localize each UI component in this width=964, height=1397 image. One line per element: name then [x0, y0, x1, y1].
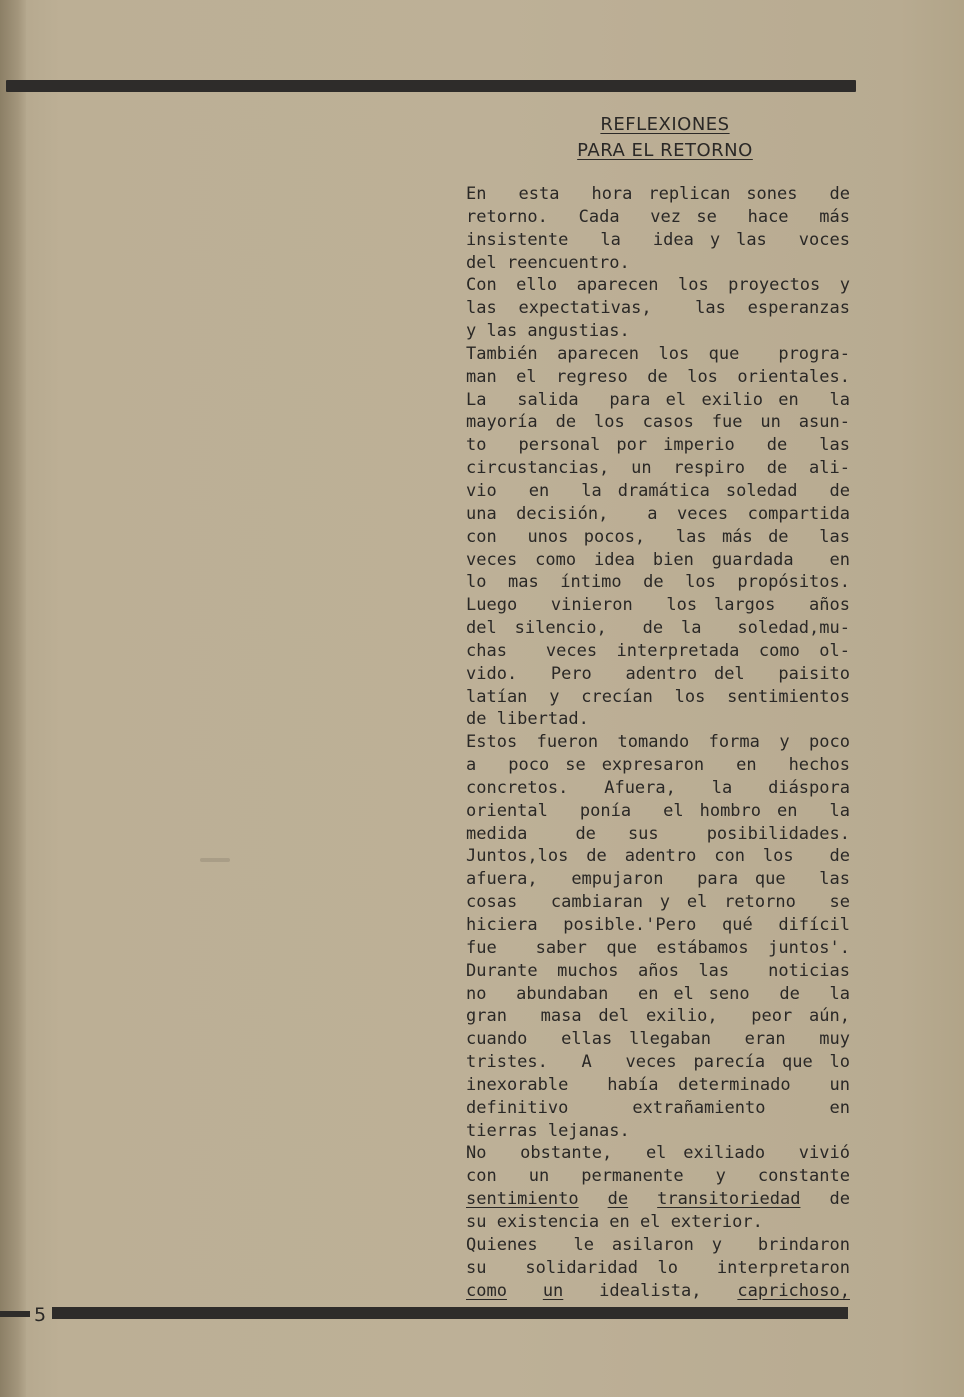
- text-line: Estos fueron tomando forma y poco: [466, 732, 850, 753]
- top-rule: [6, 80, 856, 92]
- text-line: La salida para el exilio en la: [466, 389, 850, 410]
- text-line: con un permanente y constante: [466, 1166, 850, 1187]
- text-line: insistente la idea y las voces: [466, 229, 850, 250]
- text-line: No obstante, el exiliado vivió: [466, 1143, 850, 1164]
- final-text-line: [466, 1280, 850, 1303]
- text-line: Juntos,los de adentro con los de: [466, 846, 850, 867]
- text-line: También aparecen los que progra-: [466, 343, 850, 364]
- text-line: En esta hora replican sones de: [466, 184, 850, 204]
- text-line: de libertad.: [466, 709, 589, 730]
- article-body: [466, 183, 850, 1302]
- underlined-word: como: [466, 1280, 507, 1301]
- text-word: de: [829, 1189, 850, 1210]
- text-line: tristes. A veces parecía que lo: [466, 1052, 850, 1073]
- text-line: su existencia en el exterior.: [466, 1211, 763, 1232]
- underlined-word: sentimiento: [466, 1189, 579, 1210]
- text-line: definitivo extrañamiento en: [466, 1097, 850, 1118]
- text-line: retorno. Cada vez se hace más: [466, 206, 850, 227]
- text-line: no abundaban en el seno de la: [466, 983, 850, 1004]
- text-line: mayoría de los casos fue un asun-: [466, 412, 850, 433]
- underlined-text-line: [466, 1188, 850, 1211]
- text-line: hiciera posible.'Pero qué difícil: [466, 915, 850, 935]
- text-line: y las angustias.: [466, 321, 630, 342]
- text-line: con unos pocos, las más de las: [466, 526, 850, 547]
- underlined-word: caprichoso,: [737, 1280, 850, 1301]
- text-line: concretos. Afuera, la diáspora: [466, 777, 850, 798]
- text-line: cosas cambiaran y el retorno se: [466, 892, 850, 913]
- text-line: man el regreso de los orientales.: [466, 366, 850, 387]
- text-line: Durante muchos años las noticias: [466, 960, 850, 981]
- article-title: [480, 112, 850, 164]
- text-line: Luego vinieron los largos años: [466, 595, 850, 616]
- text-line: oriental ponía el hombro en la: [466, 800, 850, 821]
- text-line: chas veces interpretada como ol-: [466, 640, 850, 661]
- underlined-word: de: [607, 1189, 629, 1210]
- text-line: lo mas íntimo de los propósitos.: [466, 572, 850, 593]
- text-line: del silencio, de la soledad,mu-: [466, 618, 850, 639]
- title-line-1: REFLEXIONES: [600, 114, 730, 135]
- underlined-word: un: [542, 1280, 564, 1301]
- text-line: tierras lejanas.: [466, 1120, 630, 1141]
- text-line: latían y crecían los sentimientos: [466, 686, 850, 707]
- text-line: a poco se expresaron en hechos: [466, 755, 850, 776]
- text-line: circustancias, un respiro de ali-: [466, 458, 850, 479]
- text-line: Con ello aparecen los proyectos y: [466, 275, 850, 296]
- text-line: fue saber que estábamos juntos'.: [466, 937, 850, 958]
- text-line: cuando ellas llegaban eran muy: [466, 1029, 850, 1050]
- text-line: vido. Pero adentro del paisito: [466, 663, 850, 684]
- text-line: Quienes le asilaron y brindaron: [466, 1234, 850, 1255]
- text-line: medida de sus posibilidades.: [466, 823, 850, 844]
- text-line: las expectativas, las esperanzas: [466, 298, 850, 319]
- text-line: una decisión, a veces compartida: [466, 503, 850, 524]
- bottom-rule: [52, 1307, 848, 1319]
- left-rule-stub: [0, 1311, 30, 1317]
- text-line: veces como idea bien guardada en: [466, 549, 850, 570]
- page-number: 5: [34, 1304, 47, 1326]
- text-line: del reencuentro.: [466, 252, 630, 273]
- page-binding-edge: [0, 0, 26, 1397]
- text-line: vio en la dramática soledad de: [466, 480, 850, 501]
- text-line: su solidaridad lo interpretaron: [466, 1257, 850, 1278]
- text-line: inexorable había determinado un: [466, 1074, 850, 1095]
- text-word: idealista,: [599, 1280, 702, 1301]
- print-smudge: [200, 858, 230, 862]
- text-line: to personal por imperio de las: [466, 435, 850, 456]
- title-line-2: PARA EL RETORNO: [577, 140, 753, 161]
- text-line: afuera, empujaron para que las: [466, 869, 850, 890]
- text-line: gran masa del exilio, peor aún,: [466, 1006, 850, 1027]
- underlined-word: transitoriedad: [657, 1189, 801, 1210]
